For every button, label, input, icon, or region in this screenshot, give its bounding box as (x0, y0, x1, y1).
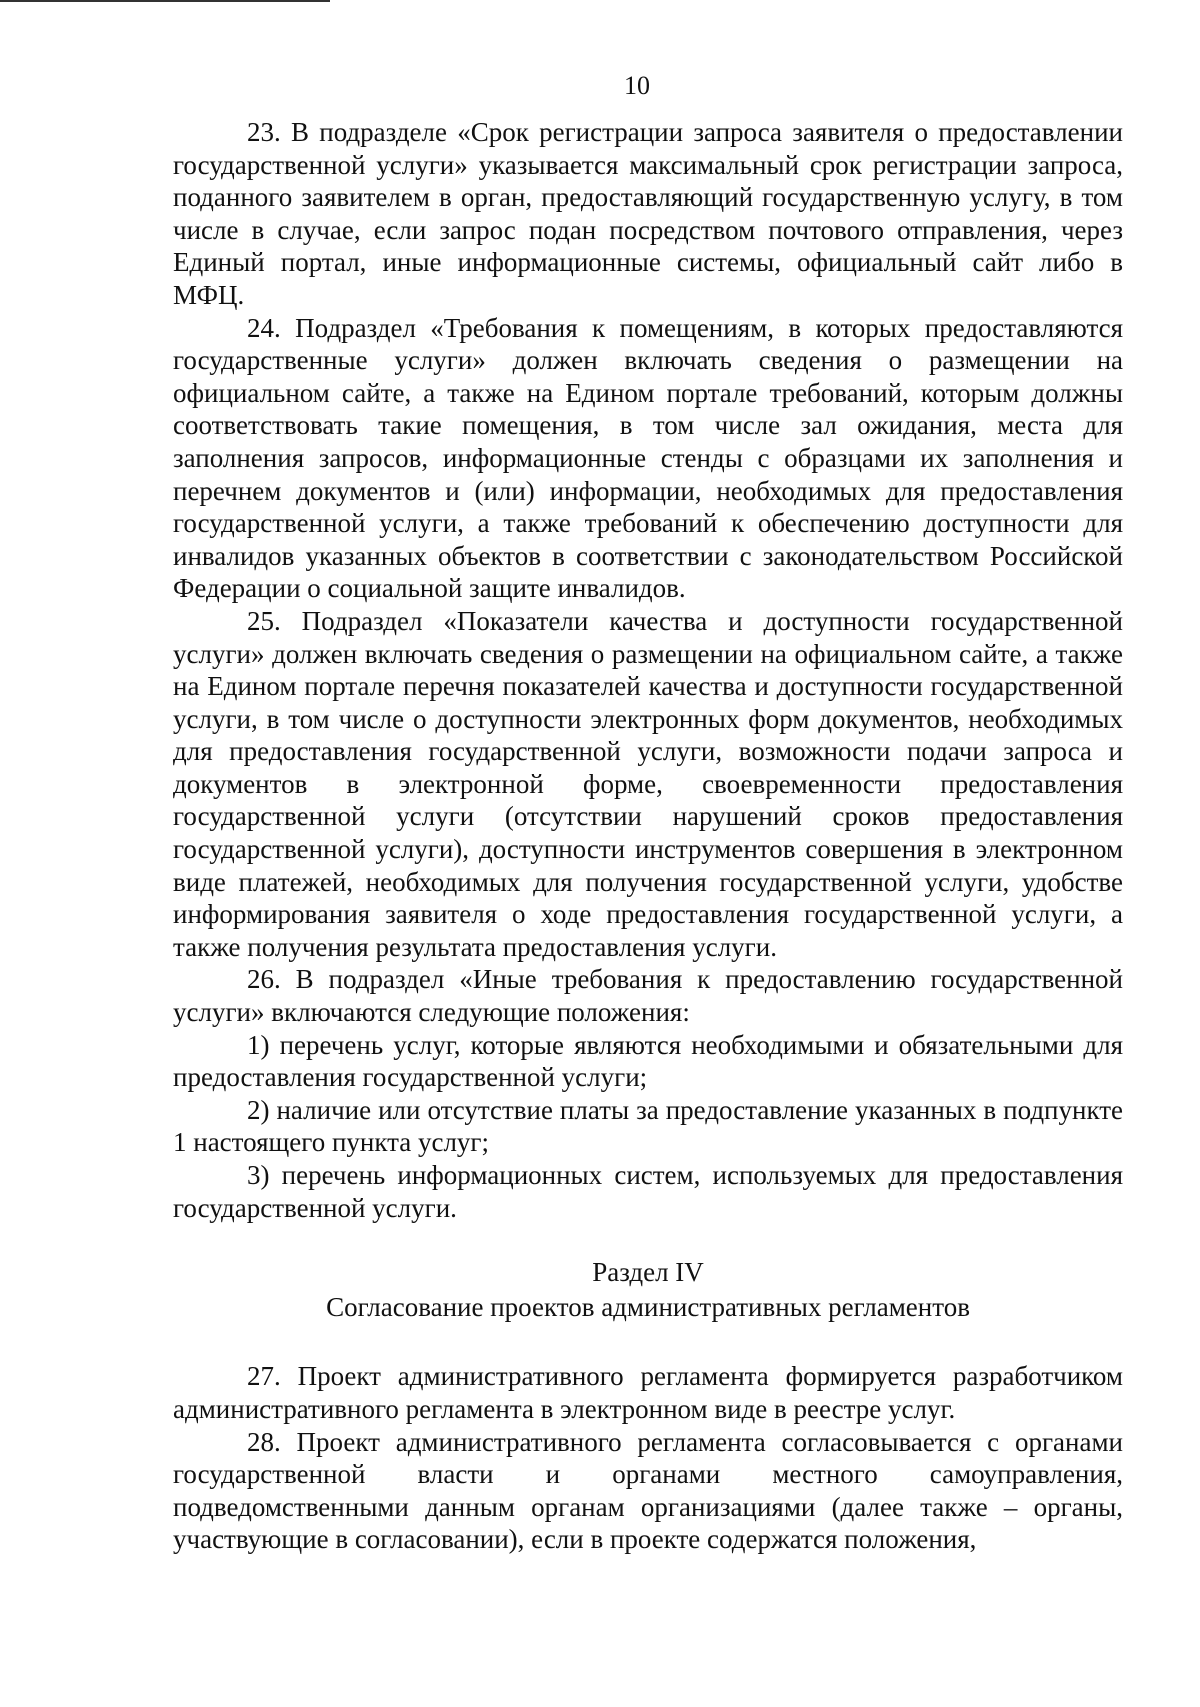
list-item-2: 2) наличие или отсутствие платы за предоставление указанных в подпункте 1 настоящего пункта услуг; (173, 1094, 1123, 1158)
paragraph-23: 23. В подразделе «Срок регистрации запроса заявителя о предоставлении государственной услуги» указывается максимальный срок регистрации запроса, поданного заявителем в орган, предоставляющий государственную услугу, в том числе в случае, если запрос подан посредством почтового отправления, через Единый портал, иные информационные системы, официальный сайт либо в МФЦ. (173, 117, 1123, 310)
paragraph-24: 24. Подраздел «Требования к помещениям, в которых предоставляются государственные услуги» должен включать сведения о размещении на официальном сайте, а также на Едином портале требований, которым должны соответствовать такие помещения, в том числе зал ожидания, места для заполнения запросов, информационные стенды с образцами их заполнения и перечнем документов и (или) информации, необходимых для предоставления государственной услуги, а также требований к обеспечению доступности для инвалидов указанных объектов в соответствии с законодательством Российской Федерации о социальной защите инвалидов. (173, 312, 1123, 604)
scan-edge-mark (0, 0, 330, 2)
paragraph-27: 27. Проект административного регламента формируется разработчиком административного регламента в электронном виде в реестре услуг. (173, 1361, 1123, 1424)
paragraph-26: 26. В подраздел «Иные требования к предоставлению государственной услуги» включаются следующие положения: (173, 964, 1123, 1028)
section-title: Согласование проектов административных регламентов (326, 1291, 970, 1322)
list-item-3: 3) перечень информационных систем, используемых для предоставления государственной услуги. (173, 1160, 1123, 1223)
paragraph-25: 25. Подраздел «Показатели качества и доступности государственной услуги» должен включать сведения о размещении на официальном сайте, а также на Едином портале перечня показателей качества и доступности государственной услуги, в том числе о доступности электронных форм документов, необходимых для предоставления государственной услуги, возможности подачи запроса и документов в электронной форме, своевременности предоставления государственной услуги (отсутствии нарушений сроков предоставления государственной услуги), доступности инструментов совершения в электронном виде платежей, необходимых для получения государственной услуги, удобстве информирования заявителя о ходе предоставления государственной услуги, а также получения результата предоставления услуги. (173, 605, 1123, 962)
paragraph-28: 28. Проект административного регламента согласовывается с органами государственной власти и органами местного самоуправления, подведомственными данным органам организациями (далее также – органы, участвующие в согласовании), если в проекте содержатся положения, (173, 1426, 1123, 1555)
document-body (173, 116, 1123, 1556)
section-number: Раздел IV (592, 1257, 704, 1288)
page-number: 10 (624, 71, 650, 100)
list-item-1: 1) перечень услуг, которые являются необходимыми и обязательными для предоставления государственной услуги; (173, 1029, 1123, 1093)
